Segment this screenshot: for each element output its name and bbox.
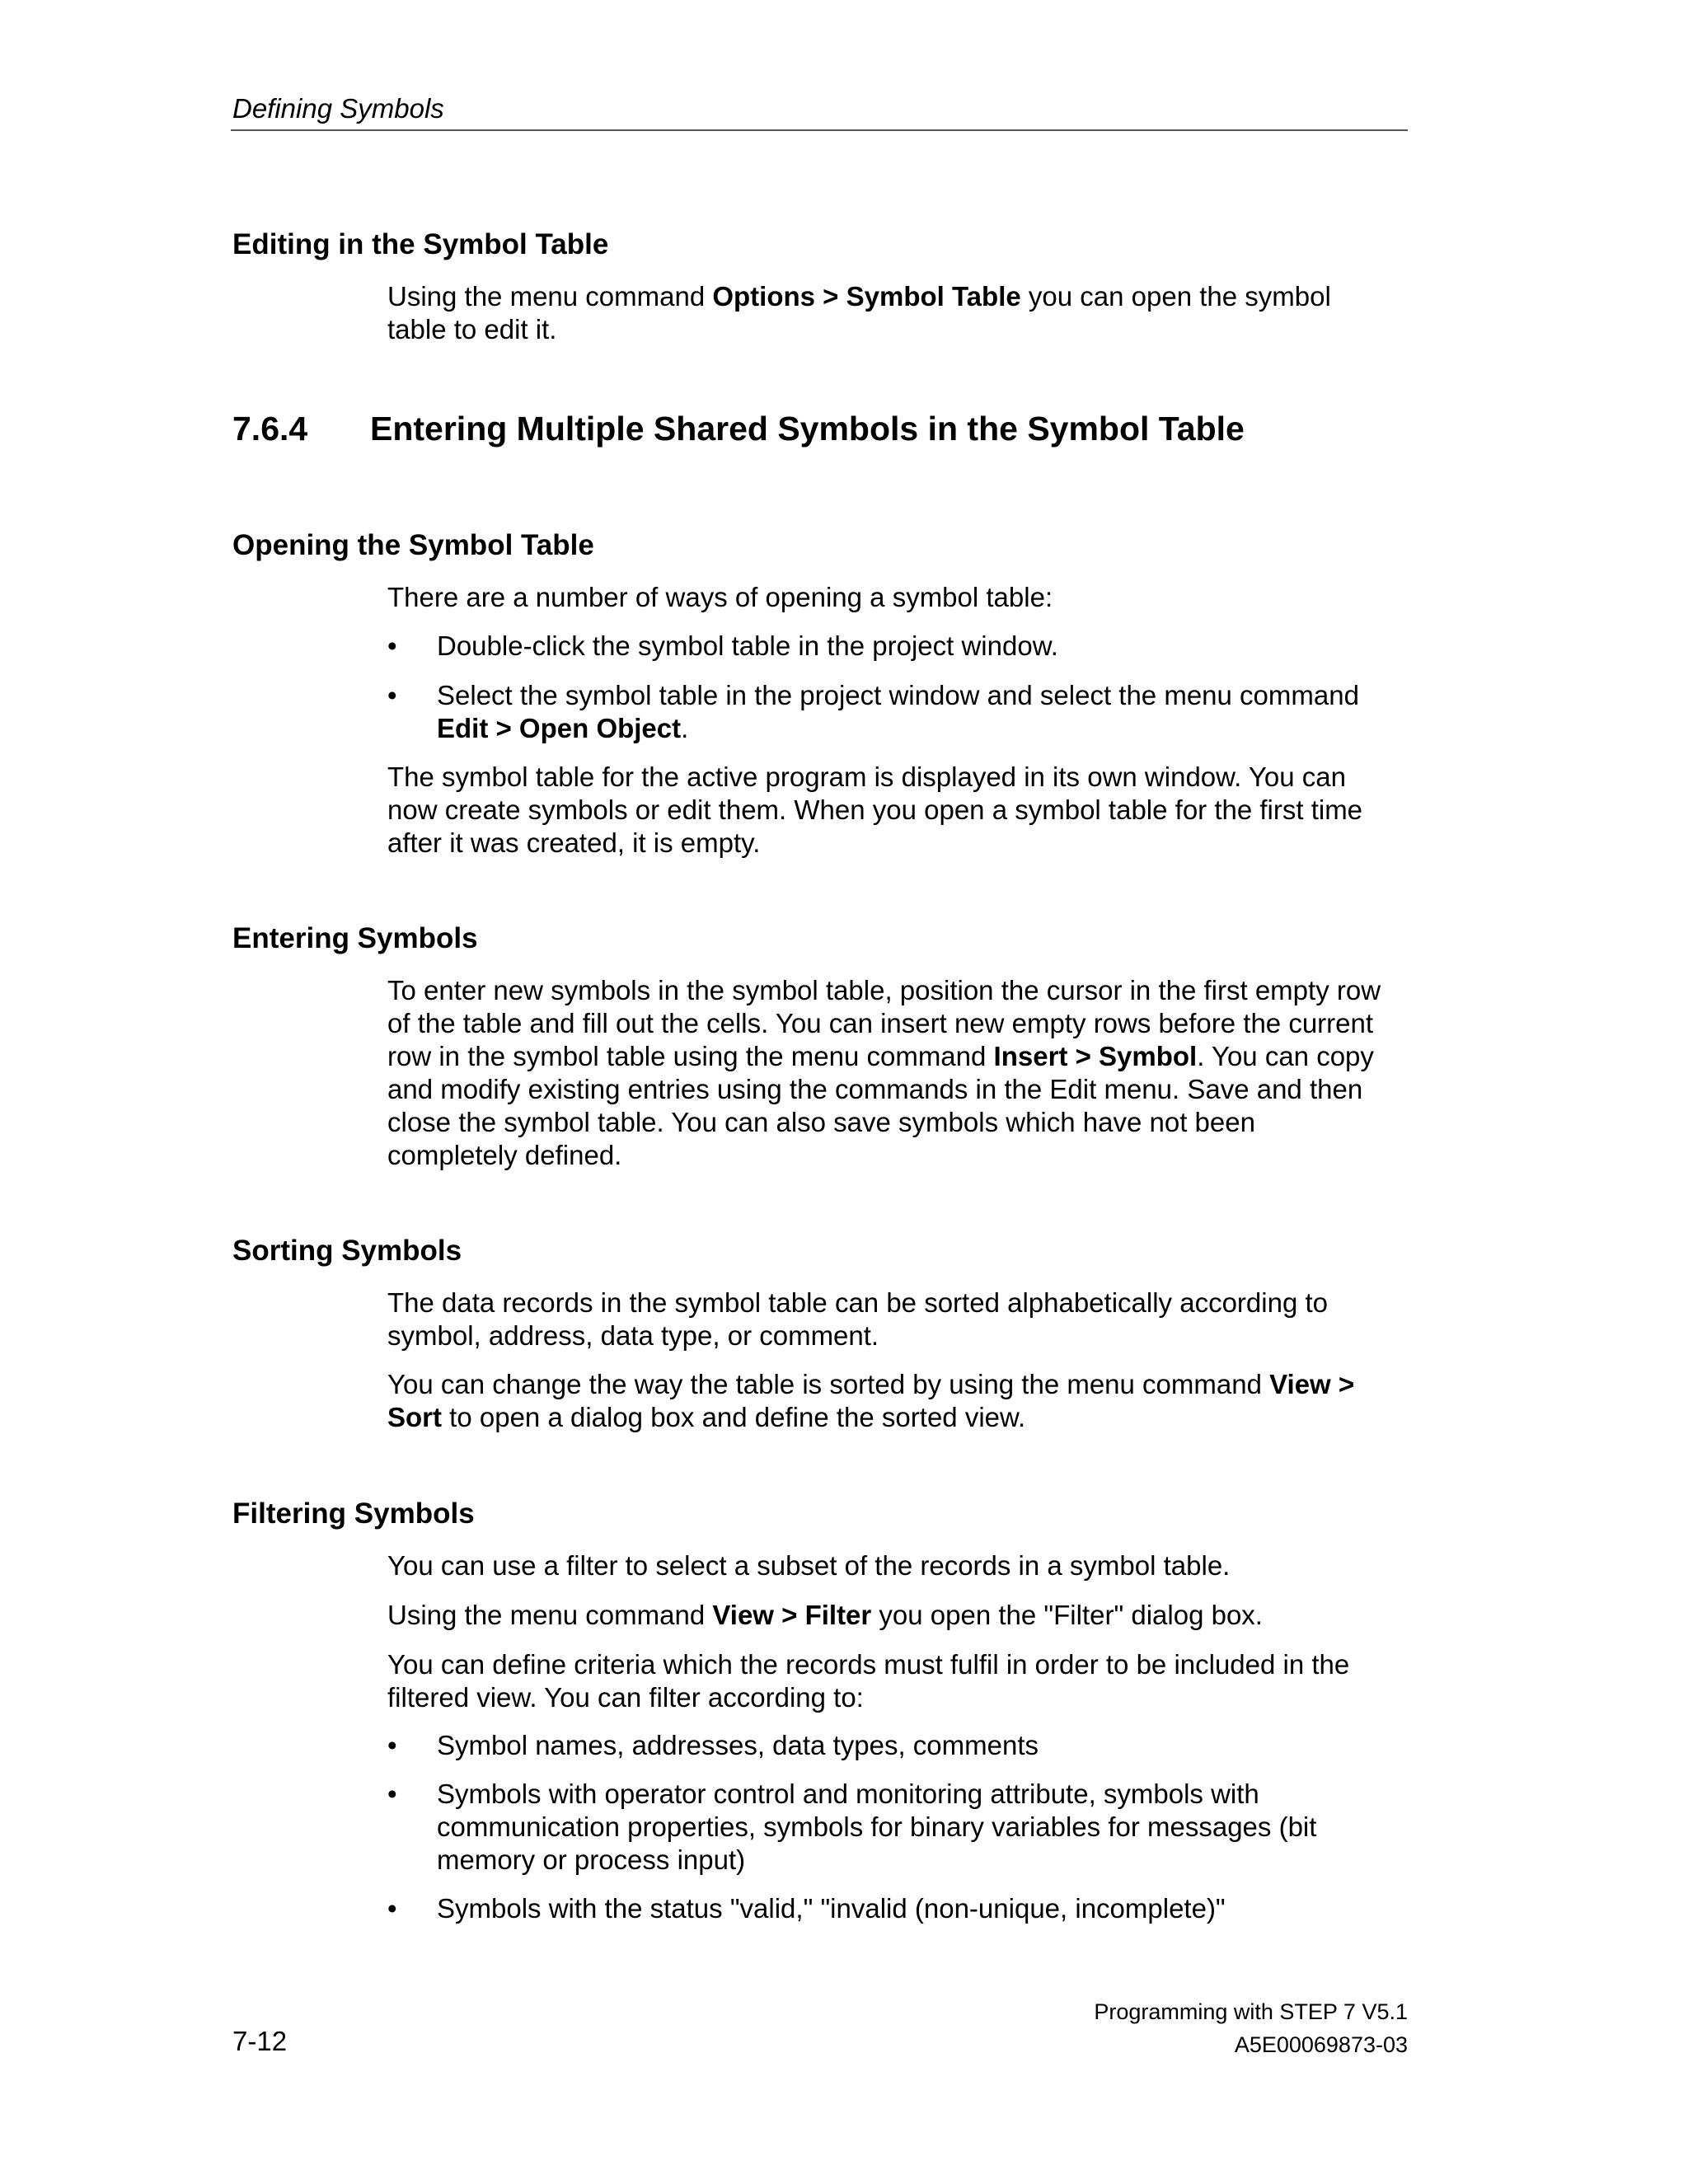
heading-sorting: Sorting Symbols [232,1235,462,1267]
section-title: Entering Multiple Shared Symbols in the Symbol Table [370,410,1245,448]
entering-paragraph [387,974,1409,1172]
text-run: memory or process input) [437,1844,746,1875]
opening-intro: There are a number of ways of opening a symbol table: [387,582,1053,612]
text-run: The data records in the symbol table can be sorted alphabetically according to [387,1287,1328,1318]
menu-command: Insert > Symbol [993,1041,1198,1071]
text-run: To enter new symbols in the symbol table, position the cursor in the first empty row [387,975,1381,1005]
footer-doc-id: A5E00069873-03 [1234,2032,1408,2057]
menu-command: Sort [387,1402,442,1432]
heading-editing: Editing in the Symbol Table [232,228,609,260]
text-run: now create symbols or edit them. When you open a symbol table for the first time [387,794,1363,825]
text-run: Symbols with operator control and monitoring attribute, symbols with [437,1779,1259,1809]
text-run: after it was created, it is empty. [387,827,761,858]
text-run: row in the symbol table using the menu command [387,1041,994,1071]
editing-paragraph [387,280,1409,346]
bullet-marker: • [387,630,397,661]
text-run: . [681,713,689,743]
section-heading [232,409,1245,448]
text-run: Using the menu command [387,1600,713,1630]
sorting-paragraph-1 [387,1286,1409,1352]
text-run: filtered view. You can filter according to: [387,1682,864,1713]
text-run: Select the symbol table in the project window and select the menu command [437,680,1359,710]
text-run: completely defined. [387,1140,622,1170]
text-run: Using the menu command [387,281,713,312]
text-run: You can change the way the table is sorted by using the menu command [387,1369,1270,1399]
text-run: The symbol table for the active program is displayed in its own window. You can [387,762,1346,792]
text-run: communication properties, symbols for binary variables for messages (bit [437,1811,1317,1842]
list-item-text [437,679,1409,745]
list-item-text: Double-click the symbol table in the project window. [437,630,1058,661]
section-number: 7.6.4 [232,410,308,448]
text-run: You can define criteria which the records must fulfil in order to be included in the [387,1649,1350,1680]
menu-command: Options > Symbol Table [712,281,1021,312]
filtering-paragraph-2 [387,1599,1409,1632]
header-divider [231,129,1408,131]
bullet-marker: • [387,1730,397,1760]
text-run: of the table and fill out the cells. You can insert new empty rows before the current [387,1008,1374,1038]
text-run: . You can copy [1197,1041,1374,1071]
running-header: Defining Symbols [232,93,444,124]
filtering-paragraph-1: You can use a filter to select a subset of the records in a symbol table. [387,1550,1231,1581]
page-number: 7-12 [232,2026,288,2056]
list-item-text: Symbol names, addresses, data types, comments [437,1730,1039,1760]
heading-entering: Entering Symbols [232,922,478,954]
filtering-paragraph-3 [387,1648,1409,1714]
text-run: to open a dialog box and define the sorted view. [442,1402,1026,1432]
heading-filtering: Filtering Symbols [232,1497,475,1530]
text-run: table to edit it. [387,314,557,344]
text-run: you can open the symbol [1020,281,1331,312]
bullet-marker: • [387,1779,397,1809]
text-run: you open the "Filter" dialog box. [871,1600,1263,1630]
menu-command: Edit > Open Object [437,713,682,743]
bullet-marker: • [387,680,397,710]
menu-command: View > [1269,1369,1355,1399]
list-item-text [437,1778,1409,1877]
list-item-text: Symbols with the status "valid," "invalid (non-unique, incomplete)" [437,1893,1226,1924]
sorting-paragraph-2 [387,1368,1409,1434]
text-run: symbol, address, data type, or comment. [387,1320,879,1351]
text-run: close the symbol table. You can also save symbols which have not been [387,1107,1255,1137]
bullet-marker: • [387,1893,397,1924]
menu-command: View > Filter [712,1600,872,1630]
text-run: and modify existing entries using the commands in the Edit menu. Save and then [387,1074,1363,1104]
footer-manual-title: Programming with STEP 7 V5.1 [1094,1999,1408,2024]
heading-opening: Opening the Symbol Table [232,529,594,561]
opening-paragraph [387,761,1409,860]
